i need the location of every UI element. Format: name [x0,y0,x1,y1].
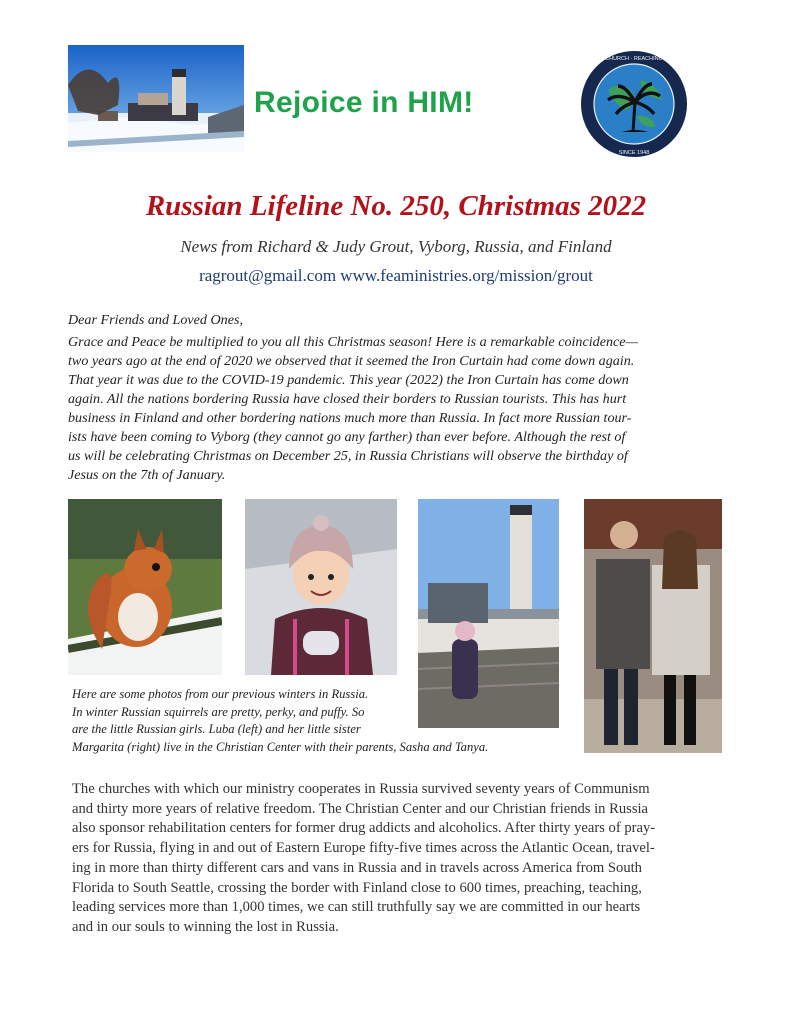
body-line: ing in more than thirty different cars and vans in Russia and in travels across America from South [72,859,642,876]
newsletter-title: Russian Lifeline No. 250, Christmas 2022 [145,190,647,222]
body-line: and in our souls to winning the lost in Russia. [72,918,339,935]
body-line: also sponsor rehabilitation centers for former drug addicts and alcoholics. After thirty years of pray- [72,820,656,837]
intro-line: That year it was due to the COVID-19 pandemic. This year (2022) the Iron Curtain has come down [68,372,629,388]
intro-line: business in Finland and other bordering nations much more than Russia. In fact more Russian tour- [68,410,632,426]
tagline: Rejoice in HIM! [254,86,474,119]
body-line: Florida to South Seattle, crossing the border with Finland close to 600 times, preaching, teaching, [72,879,642,896]
intro-line: two years ago at the end of 2020 we observed that it seemed the Iron Curtain had come down again. [68,353,635,369]
caption-line: Margarita (right) live in the Christian Center with their parents, Sasha and Tanya. [72,739,489,754]
ministry-logo [578,50,690,158]
intro-line: Jesus on the 7th of January. [68,467,226,483]
header-castle-photo [68,45,244,152]
body-line: and thirty more years of relative freedom. The Christian Center and our Christian friends in Russia [72,800,649,817]
intro-line: us will be celebrating Christmas on December 25, in Russia Christians will observe the birthday of [68,448,628,464]
intro-paragraph [68,333,726,485]
intro-line: ists have been coming to Vyborg (they cannot go any farther) than ever before. Although the rest of [68,429,626,445]
contact-line: ragrout@gmail.com www.feaministries.org/mission/grout [199,266,593,285]
intro-line: Grace and Peace be multiplied to you all this Christmas season! Here is a remarkable coincidence— [68,334,639,350]
photo-caption [72,686,552,756]
body-line: The churches with which our ministry cooperates in Russia survived seventy years of Communism [72,781,650,797]
squirrel-photo [68,499,222,675]
svg-text:CHURCH · REACHING: CHURCH · REACHING [605,56,663,62]
caption-line: are the little Russian girls. Luba (left) and her little sister [72,722,361,736]
couple-photo [584,499,722,753]
body-paragraph [72,780,724,938]
body-line: ers for Russia, flying in and out of Eastern Europe fifty-five times across the Atlantic Ocean, travel- [72,840,655,857]
girl-in-snow-photo [245,499,397,675]
body-line: leading services more than 1,000 times, we can still truthfully say we are committed in our hearts [72,899,641,916]
svg-text:SINCE 1948: SINCE 1948 [618,150,650,156]
salutation: Dear Friends and Loved Ones, [68,312,243,328]
intro-line: again. All the nations bordering Russia have closed their borders to Russian tourists. This has hurt [68,391,627,407]
caption-line: Here are some photos from our previous winters in Russia. [72,687,369,701]
newsletter-subtitle: News from Richard & Judy Grout, Vyborg, Russia, and Finland [180,237,612,256]
caption-line: In winter Russian squirrels are pretty, perky, and puffy. So [72,704,365,719]
